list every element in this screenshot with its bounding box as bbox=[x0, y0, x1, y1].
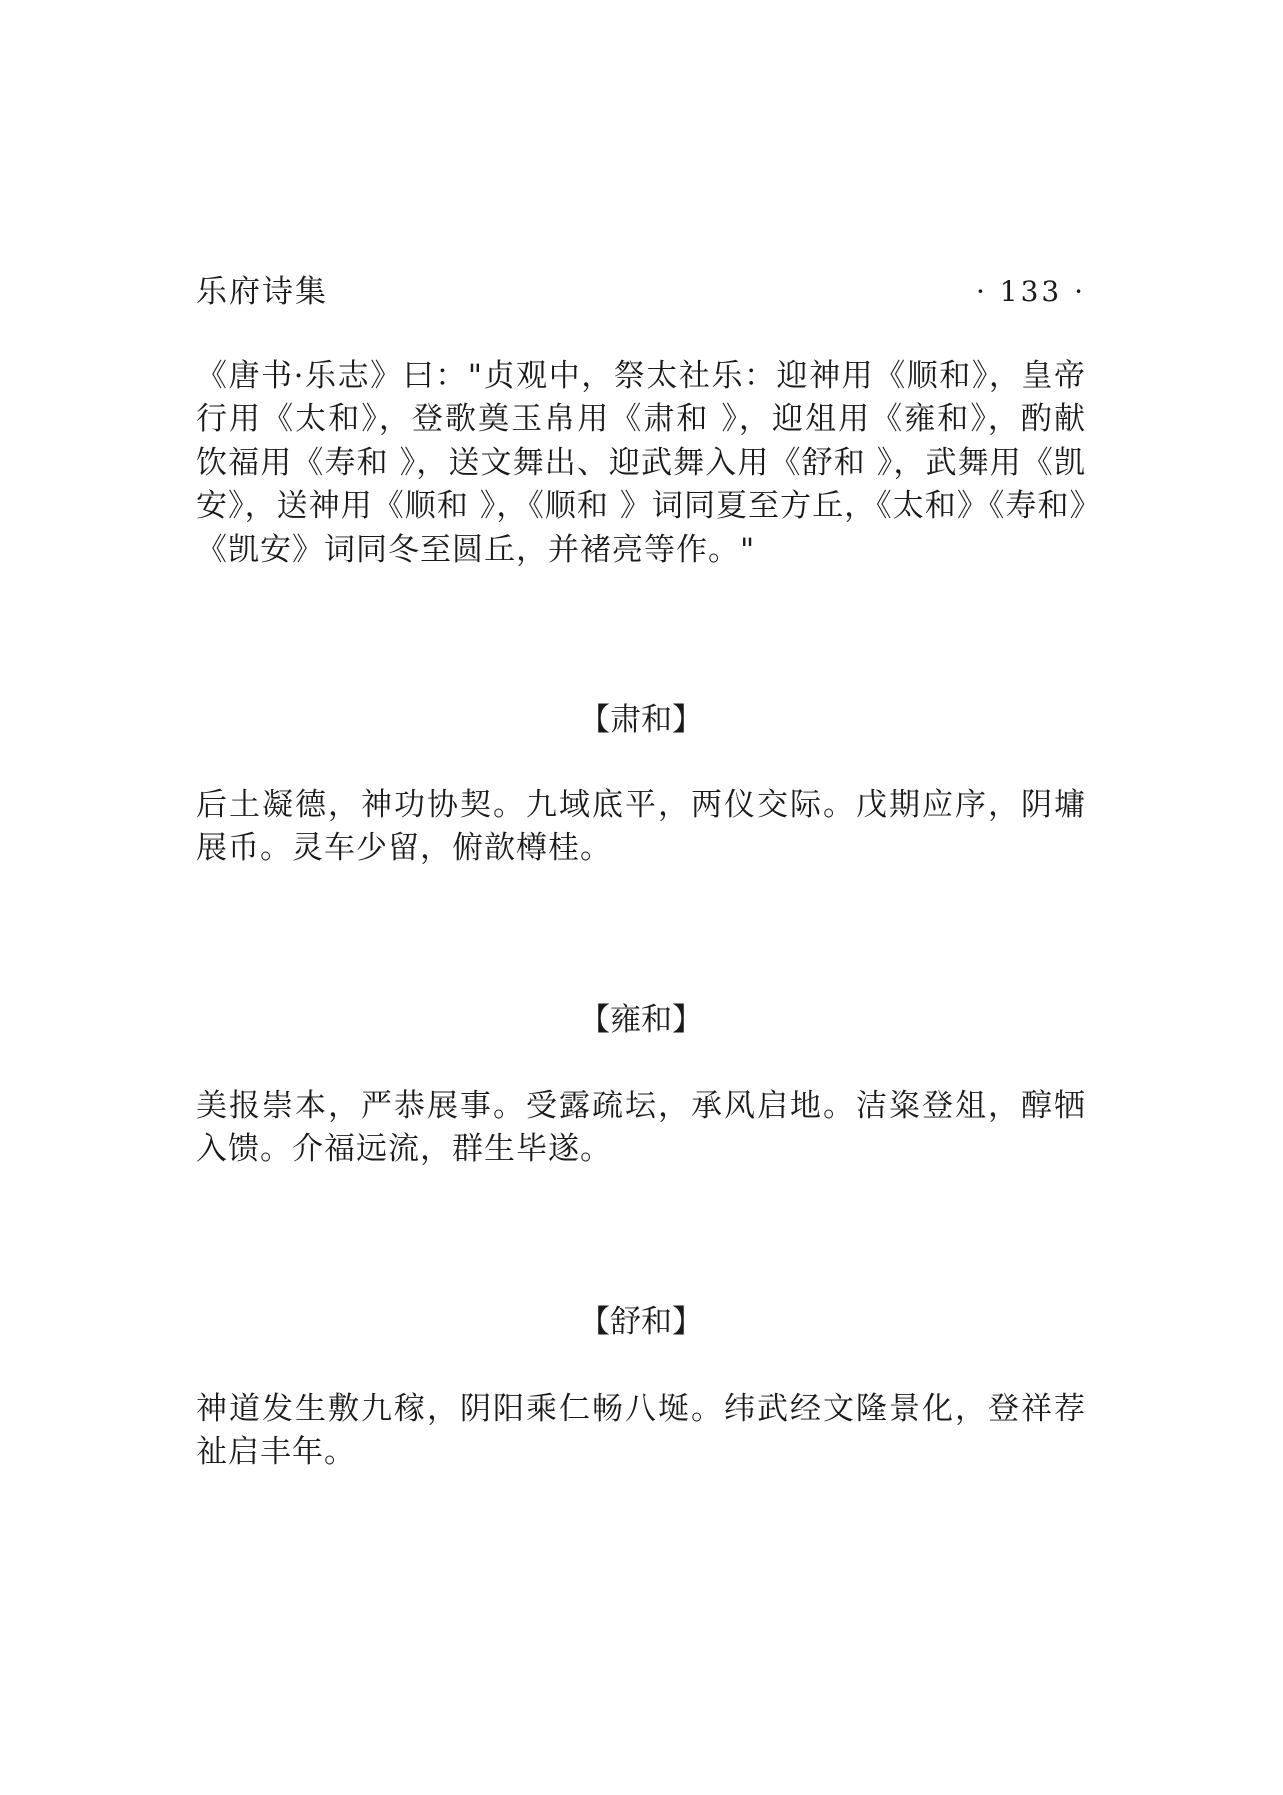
book-title: 乐府诗集 bbox=[196, 274, 328, 310]
section-title-yonghe: 【雍和】 bbox=[579, 1002, 703, 1038]
page-number: · 133 · bbox=[975, 275, 1086, 308]
intro-paragraph: 《唐书·乐志》曰："贞观中，祭太社乐：迎神用《顺和》，皇帝行用《太和》，登歌奠玉帛用《肃和 》，迎俎用《雍和》，酌献饮福用《寿和 》，送文舞出、迎武舞入用《舒和 》，武舞用《凯安》，送神用《顺和 》，《顺和 》词同夏至方丘，《太和》《寿和》《凯安》词同冬至圆丘，并褚亮等作。" bbox=[196, 358, 1086, 568]
section-text-suhe: 后土凝德，神功协契。九域底平，两仪交际。戊期应序，阴墉展币。灵车少留，俯歆樽桂。 bbox=[196, 787, 1086, 867]
running-header bbox=[196, 272, 1086, 312]
section-text-yonghe: 美报崇本，严恭展事。受露疏坛，承风启地。洁粢登俎，醇牺入馈。介福远流，群生毕遂。 bbox=[196, 1088, 1086, 1168]
section-title-shuhe: 【舒和】 bbox=[579, 1304, 703, 1340]
section-text-shuhe: 神道发生敷九稼，阴阳乘仁畅八埏。纬武经文隆景化，登祥荐祉启丰年。 bbox=[196, 1391, 1086, 1471]
section-title-suhe: 【肃和】 bbox=[579, 702, 703, 738]
